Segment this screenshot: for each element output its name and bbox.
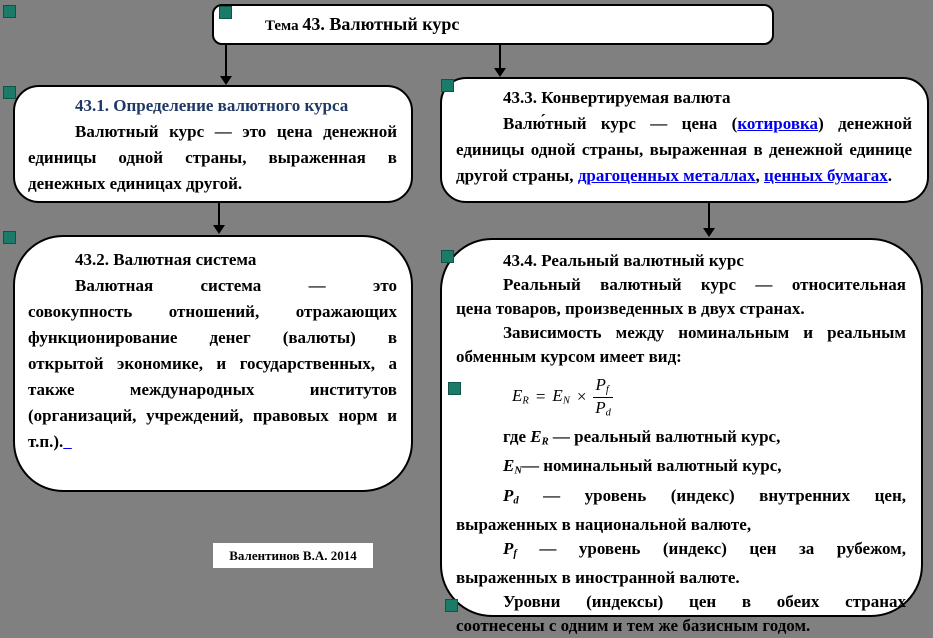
text-line: единицы одной страны, выраженная в [28, 148, 397, 167]
anchor-marker[interactable] [3, 86, 16, 99]
text-line: денежных единицах другой. [28, 174, 243, 193]
text-line: обменным курсом имеет вид: [456, 347, 682, 366]
hyperlink[interactable]: ценных бумагах [764, 166, 888, 185]
text-line: цена товаров, произведенных в двух странах. [456, 299, 805, 318]
connector-arrow-title-to-433[interactable] [493, 45, 507, 77]
box-431-body [28, 119, 397, 197]
text-line: Валютный курс — это цена денежной [75, 122, 397, 141]
hyperlink[interactable]: драгоценных металлах [577, 166, 756, 185]
text-line: Уровни (индексы) цен в обеих странах [503, 592, 906, 612]
box-431-definition[interactable] [13, 85, 413, 203]
anchor-marker[interactable] [3, 231, 16, 244]
text-line: Реальный валютный курс — относительная [503, 275, 906, 294]
anchor-marker[interactable] [448, 382, 461, 395]
title-box[interactable] [212, 4, 774, 45]
anchor-marker[interactable] [219, 6, 232, 19]
fraction-denominator [595, 398, 611, 418]
text-line: открытой экономике, и государственных, а [28, 354, 397, 373]
text-line: Валю́тный курс — цена (котировка) денежной [503, 114, 912, 133]
arrow-head-icon [703, 228, 715, 237]
connector-arrow-431-to-432[interactable] [212, 203, 226, 234]
multiply-sign: × [576, 387, 587, 407]
connector-arrow-title-to-431[interactable] [219, 45, 233, 85]
formula-real-exchange-rate [512, 374, 906, 420]
arrow-head-icon [213, 225, 225, 234]
box-432-currency-system[interactable] [13, 235, 413, 492]
box-433-convertible-currency[interactable] [440, 77, 929, 203]
box-433-heading: 43.3. Конвертируемая валюта [503, 88, 731, 107]
var-EN: E [552, 386, 563, 406]
formula-term [552, 387, 569, 406]
text-line: функционирование денег (валюты) в [28, 328, 397, 347]
box-434-heading: 43.4. Реальный валютный курс [503, 251, 744, 270]
arrow-shaft [708, 203, 710, 230]
box-433-body [456, 111, 912, 189]
arrow-shaft [499, 45, 501, 70]
text-line: Валютная система — это [75, 276, 397, 295]
hyperlink[interactable]: котировка [737, 114, 819, 133]
box-434-body-bottom [456, 425, 906, 638]
arrow-head-icon [494, 68, 506, 77]
arrow-shaft [225, 45, 227, 78]
equals-sign: = [535, 387, 546, 407]
var-EN-sub: N [562, 395, 570, 407]
hyperlink[interactable] [63, 432, 72, 451]
fraction-numerator [593, 376, 612, 397]
page-title: Тема 43. Валютный курс [265, 13, 460, 34]
text-line: совокупность отношений, отражающих [28, 302, 397, 321]
var-ER-sub: R [522, 395, 529, 407]
box-431-heading: 43.1. Определение валютного курса [75, 96, 349, 115]
text-line: где ER — реальный валютный курс, [503, 427, 781, 448]
var-Pf: P [595, 375, 606, 395]
text-line: (организаций, учреждений, правовых норм и [28, 406, 397, 425]
text-line: выраженных в национальной валюте, [456, 514, 752, 534]
var-Pf-sub: f [605, 384, 609, 396]
text-line: также международных институтов [28, 380, 397, 399]
box-434-body-top [456, 273, 906, 369]
text-line: Pd — уровень (индекс) внутренних цен, [503, 485, 906, 506]
var-ER: E [512, 386, 523, 406]
text-line: другой страны, драгоценных металлах, ценных бумагах. [456, 166, 893, 185]
anchor-marker[interactable] [3, 5, 16, 18]
credit-label: Валентинов В.А. 2014 [213, 543, 373, 568]
text-line: соотнесены с одним и тем же базисным годом. [456, 616, 811, 636]
anchor-marker[interactable] [445, 599, 458, 612]
fraction [593, 376, 612, 418]
text-line: т.п.). [28, 429, 397, 455]
var-Pd-sub: d [605, 406, 611, 418]
connector-arrow-433-to-434[interactable] [702, 203, 716, 237]
var-Pd: P [595, 397, 606, 417]
box-432-body [28, 273, 397, 455]
formula-term [512, 387, 529, 406]
anchor-marker[interactable] [441, 250, 454, 263]
text-line: единицы одной страны, выраженная в денежной единице [456, 140, 912, 159]
box-432-heading: 43.2. Валютная система [75, 250, 257, 269]
text-line: EN— номинальный валютный курс, [503, 456, 782, 477]
text-line: выраженных в иностранной валюте. [456, 568, 740, 588]
box-434-real-exchange-rate[interactable] [440, 238, 923, 636]
arrow-head-icon [220, 76, 232, 85]
anchor-marker[interactable] [441, 79, 454, 92]
arrow-shaft [218, 203, 220, 227]
text-line: Pf — уровень (индекс) цен за рубежом, [503, 538, 906, 560]
text-line: Зависимость между номинальным и реальным [503, 323, 906, 342]
